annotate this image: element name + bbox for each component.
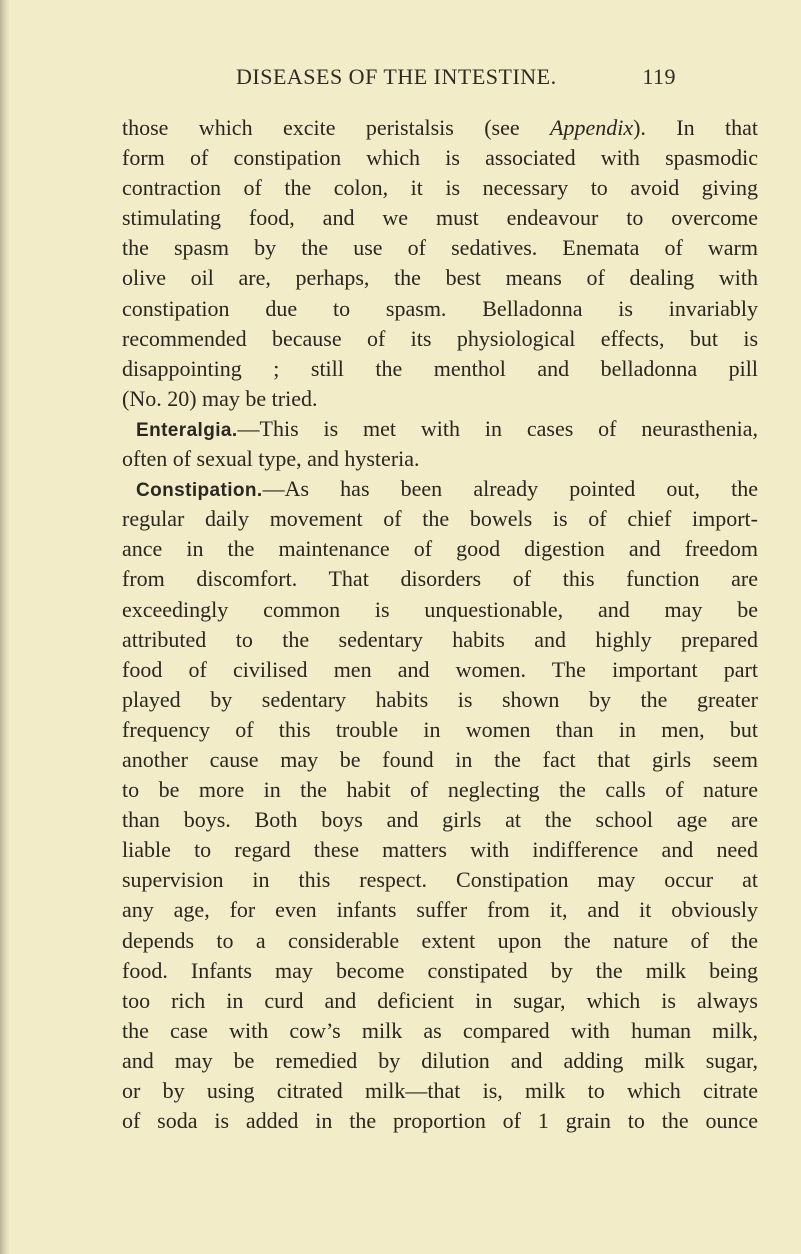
text-line: of soda is added in the proportion of 1 grain to the ounce [122,1108,758,1134]
text-line: from discomfort. That disorders of this function are [122,566,758,592]
text-line [122,113,758,143]
text-line: any age, for even infants suffer from it, and it obviously [122,897,758,923]
appendix-reference: Appendix [550,115,634,140]
running-header [236,64,676,96]
section-heading-constipation: Constipation. [136,480,263,502]
section-heading-enteralgia: Enteralgia. [136,419,238,441]
text-line: the spasm by the use of sedatives. Enemata of warm [122,235,758,261]
text-line: stimulating food, and we must endeavour to overcome [122,205,758,231]
text-line: often of sexual type, and hysteria. [122,446,420,472]
text-line: liable to regard these matters with indifference and need [122,837,758,863]
text-line: olive oil are, perhaps, the best means of dealing with [122,265,758,291]
text-line: regular daily movement of the bowels is of chief import- [122,506,758,532]
text-line: constipation due to spasm. Belladonna is invariably [122,295,758,321]
page-number: 119 [642,64,676,89]
text-line: form of constipation which is associated with spasmodic [122,145,758,171]
running-title: DISEASES OF THE INTESTINE. [236,64,557,89]
text-line: or by using citrated milk—that is, milk to which citrate [122,1078,758,1103]
text-line: attributed to the sedentary habits and highly prepared [122,626,758,652]
page-gutter-shadow [0,0,10,1254]
text-line: another cause may be found in the fact that girls seem [122,746,758,772]
text-line: and may be remedied by dilution and adding milk sugar, [122,1047,758,1073]
text-run: ). In that [633,115,758,140]
text-run: those which excite peristalsis (see [122,115,550,140]
text-line: the case with cow’s milk as compared with human milk, [122,1017,758,1043]
text-line: disappointing ; still the menthol and belladonna pill [122,355,758,381]
text-line [122,414,758,444]
text-line: supervision in this respect. Constipation may occur at [122,867,758,893]
text-line: depends to a considerable extent upon the nature of the [122,927,758,953]
text-line: played by sedentary habits is shown by the greater [122,686,758,712]
text-line: exceedingly common is unquestionable, and may be [122,596,758,622]
text-line: (No. 20) may be tried. [122,385,318,411]
text-line: contraction of the colon, it is necessary to avoid giving [122,175,758,201]
text-line: food. Infants may become constipated by the milk being [122,957,758,983]
text-run: —As has been already pointed out, the [262,476,758,502]
text-line [122,474,758,504]
text-line: frequency of this trouble in women than in men, but [122,716,758,742]
text-run: —This is met with in cases of neurasthenia, [237,415,758,441]
body-text [122,113,758,1136]
text-line: than boys. Both boys and girls at the school age are [122,807,758,833]
text-line: recommended because of its physiological effects, but is [122,325,758,351]
text-line: too rich in curd and deficient in sugar, which is always [122,987,758,1013]
text-line: food of civilised men and women. The important part [122,656,758,682]
text-line: to be more in the habit of neglecting the calls of nature [122,777,758,803]
text-line: ance in the maintenance of good digestion and freedom [122,536,758,562]
